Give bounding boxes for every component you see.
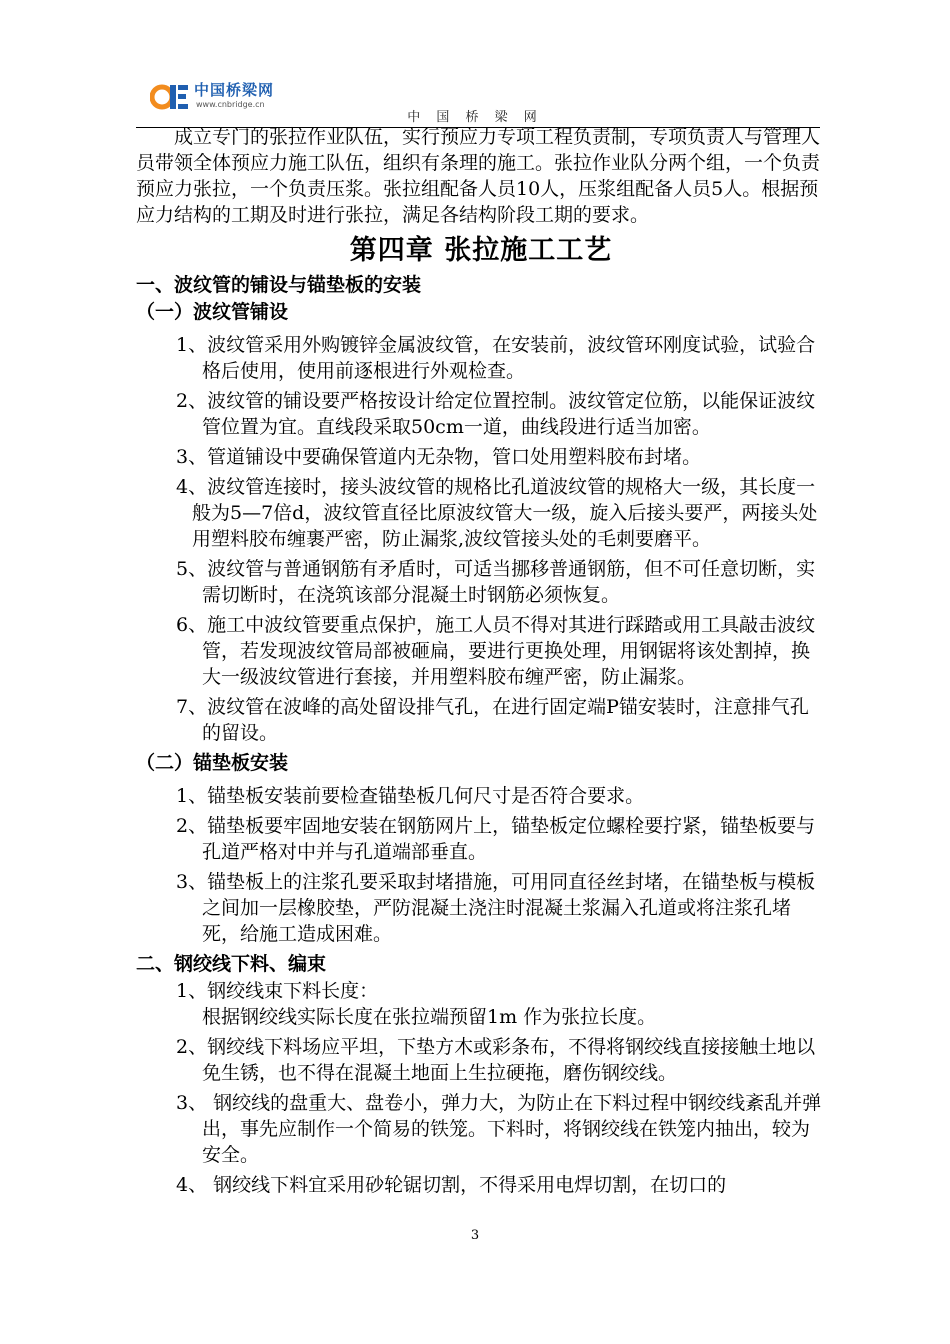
- list-item: 7、波纹管在波峰的高处留设排气孔，在进行固定端P锚安装时，注意排气孔的留设。: [176, 696, 809, 744]
- document-body: [136, 124, 826, 1202]
- logo-title: 中国桥梁网: [194, 81, 275, 99]
- list-item: 1、波纹管采用外购镀锌金属波纹管，在安装前，波纹管环刚度试验，试验合格后使用，使用前逐根进行外观检查。: [176, 334, 816, 382]
- list-item: 1、钢绞线束下料长度：: [176, 980, 379, 1002]
- list-item: 2、波纹管的铺设要严格按设计给定位置控制。波纹管定位筋，以能保证波纹管位置为宜。直线段采取50cm一道，曲线段进行适当加密。: [176, 390, 816, 438]
- list-item: 5、波纹管与普通钢筋有矛盾时，可适当挪移普通钢筋，但不可任意切断，实需切断时，在浇筑该部分混凝土时钢筋必须恢复。: [176, 558, 816, 606]
- list-item: 4、 钢绞线下料宜采用砂轮锯切割，不得采用电焊切割，在切口的: [176, 1174, 727, 1196]
- list-item-detail: 根据钢绞线实际长度在张拉端预留1m 作为张拉长度。: [202, 1006, 657, 1028]
- page-header: 中 国 桥 梁 网: [407, 110, 543, 125]
- list-item: 1、锚垫板安装前要检查锚垫板几何尺寸是否符合要求。: [176, 785, 645, 807]
- subsection-1-title: （一）波纹管铺设: [136, 301, 289, 323]
- list-item: 6、施工中波纹管要重点保护，施工人员不得对其进行踩踏或用工具敲击波纹管，若发现波纹管局部被砸扁，要进行更换处理，用钢锯将该处割掉，换大一级波纹管进行套接，并用塑料胶布缠严密，防止漏浆。: [176, 614, 816, 688]
- logo-url: www.cnbridge.cn: [196, 100, 265, 109]
- subsection-2-title: （二）锚垫板安装: [136, 752, 289, 774]
- chapter-title: 第四章 张拉施工工艺: [349, 235, 613, 266]
- page-number: 3: [470, 1228, 480, 1243]
- section-2-title: 二、钢绞线下料、编束: [136, 953, 327, 975]
- list-item: 4、波纹管连接时，接头波纹管的规格比孔道波纹管的规格大一级，其长度一般为5—7倍d，波纹管直径比原波纹管大一级，旋入后接头要严，两接头处用塑料胶布缠裹严密，防止漏浆,波纹管接头处的毛刺要磨平。: [176, 476, 818, 550]
- list-item: 3、管道铺设中要确保管道内无杂物，管口处用塑料胶布封堵。: [176, 446, 702, 468]
- list-item: 3、锚垫板上的注浆孔要采取封堵措施，可用同直径丝封堵，在锚垫板与模板之间加一层橡胶垫，严防混凝土浇注时混凝土浆漏入孔道或将注浆孔堵死，给施工造成困难。: [176, 871, 816, 945]
- list-item: 2、锚垫板要牢固地安装在钢筋网片上，锚垫板定位螺栓要拧紧，锚垫板要与孔道严格对中并与孔道端部垂直。: [176, 815, 816, 863]
- intro-paragraph: 成立专门的张拉作业队伍，实行预应力专项工程负责制，专项负责人与管理人员带领全体预应力施工队伍，组织有条理的施工。张拉作业队分两个组，一个负责预应力张拉，一个负责压浆。张拉组配备人员10人，压浆组配备人员5人。根据预应力结构的工期及时进行张拉，满足各结构阶段工期的要求。: [136, 126, 821, 226]
- section-1-title: 一、波纹管的铺设与锚垫板的安装: [136, 274, 422, 296]
- list-item: 2、钢绞线下料场应平坦，下垫方木或彩条布，不得将钢绞线直接接触土地以免生锈，也不得在混凝土地面上生拉硬拖，磨伤钢绞线。: [176, 1036, 816, 1084]
- list-item: 3、 钢绞线的盘重大、盘卷小，弹力大，为防止在下料过程中钢绞线紊乱并弹出，事先应制作一个简易的铁笼。下料时，将钢绞线在铁笼内抽出，较为安全。: [176, 1092, 822, 1166]
